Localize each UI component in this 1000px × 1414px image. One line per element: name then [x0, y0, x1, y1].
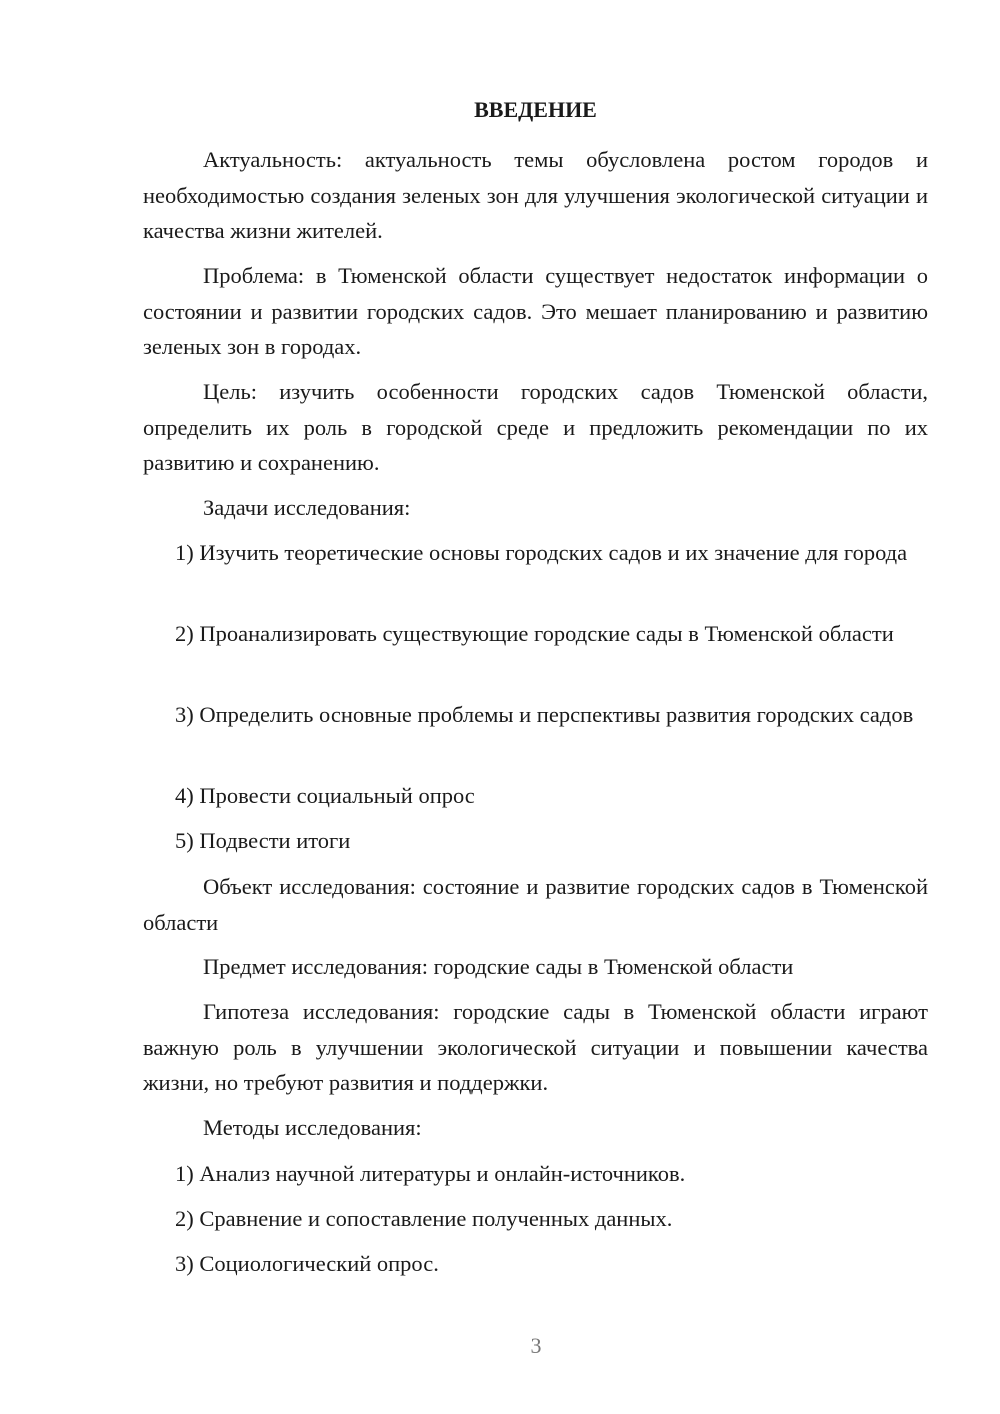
paragraph-problem: Проблема: в Тюменской области существует недостаток информации о состоянии и развитии городских садов. Это мешает планированию и развитию зеленых зон в городах.: [143, 263, 928, 359]
tasks-heading: Задачи исследования:: [203, 495, 411, 520]
paragraph-goal: Цель: изучить особенности городских садов Тюменской области, определить их роль в городской среде и предложить рекомендации по их развитию и сохранению.: [143, 379, 928, 475]
task-item-1: 1) Изучить теоретические основы городских садов и их значение для города: [175, 540, 908, 565]
paragraph-hypothesis: Гипотеза исследования: городские сады в Тюменской области играют важную роль в улучшении экологической ситуации и повышении качества жизни, но требуют развития и поддержки.: [143, 999, 928, 1095]
method-item-1: 1) Анализ научной литературы и онлайн-источников.: [175, 1161, 686, 1186]
method-item-3: 3) Социологический опрос.: [175, 1251, 439, 1276]
method-item-2: 2) Сравнение и сопоставление полученных данных.: [175, 1206, 673, 1231]
task-item-2: 2) Проанализировать существующие городские сады в Тюменской области: [175, 621, 894, 646]
paragraph-subject: Предмет исследования: городские сады в Тюменской области: [203, 954, 794, 979]
page-title: ВВЕДЕНИЕ: [474, 97, 597, 122]
task-item-3: 3) Определить основные проблемы и перспективы развития городских садов: [175, 702, 914, 727]
task-item-5: 5) Подвести итоги: [175, 828, 351, 853]
paragraph-object: Объект исследования: состояние и развитие городских садов в Тюменской области: [143, 874, 928, 935]
task-item-4: 4) Провести социальный опрос: [175, 783, 475, 808]
paragraph-relevance: Актуальность: актуальность темы обусловлена ростом городов и необходимостью создания зеленых зон для улучшения экологической ситуации и качества жизни жителей.: [143, 147, 928, 243]
methods-heading: Методы исследования:: [203, 1115, 422, 1140]
page-number: 3: [530, 1333, 542, 1358]
